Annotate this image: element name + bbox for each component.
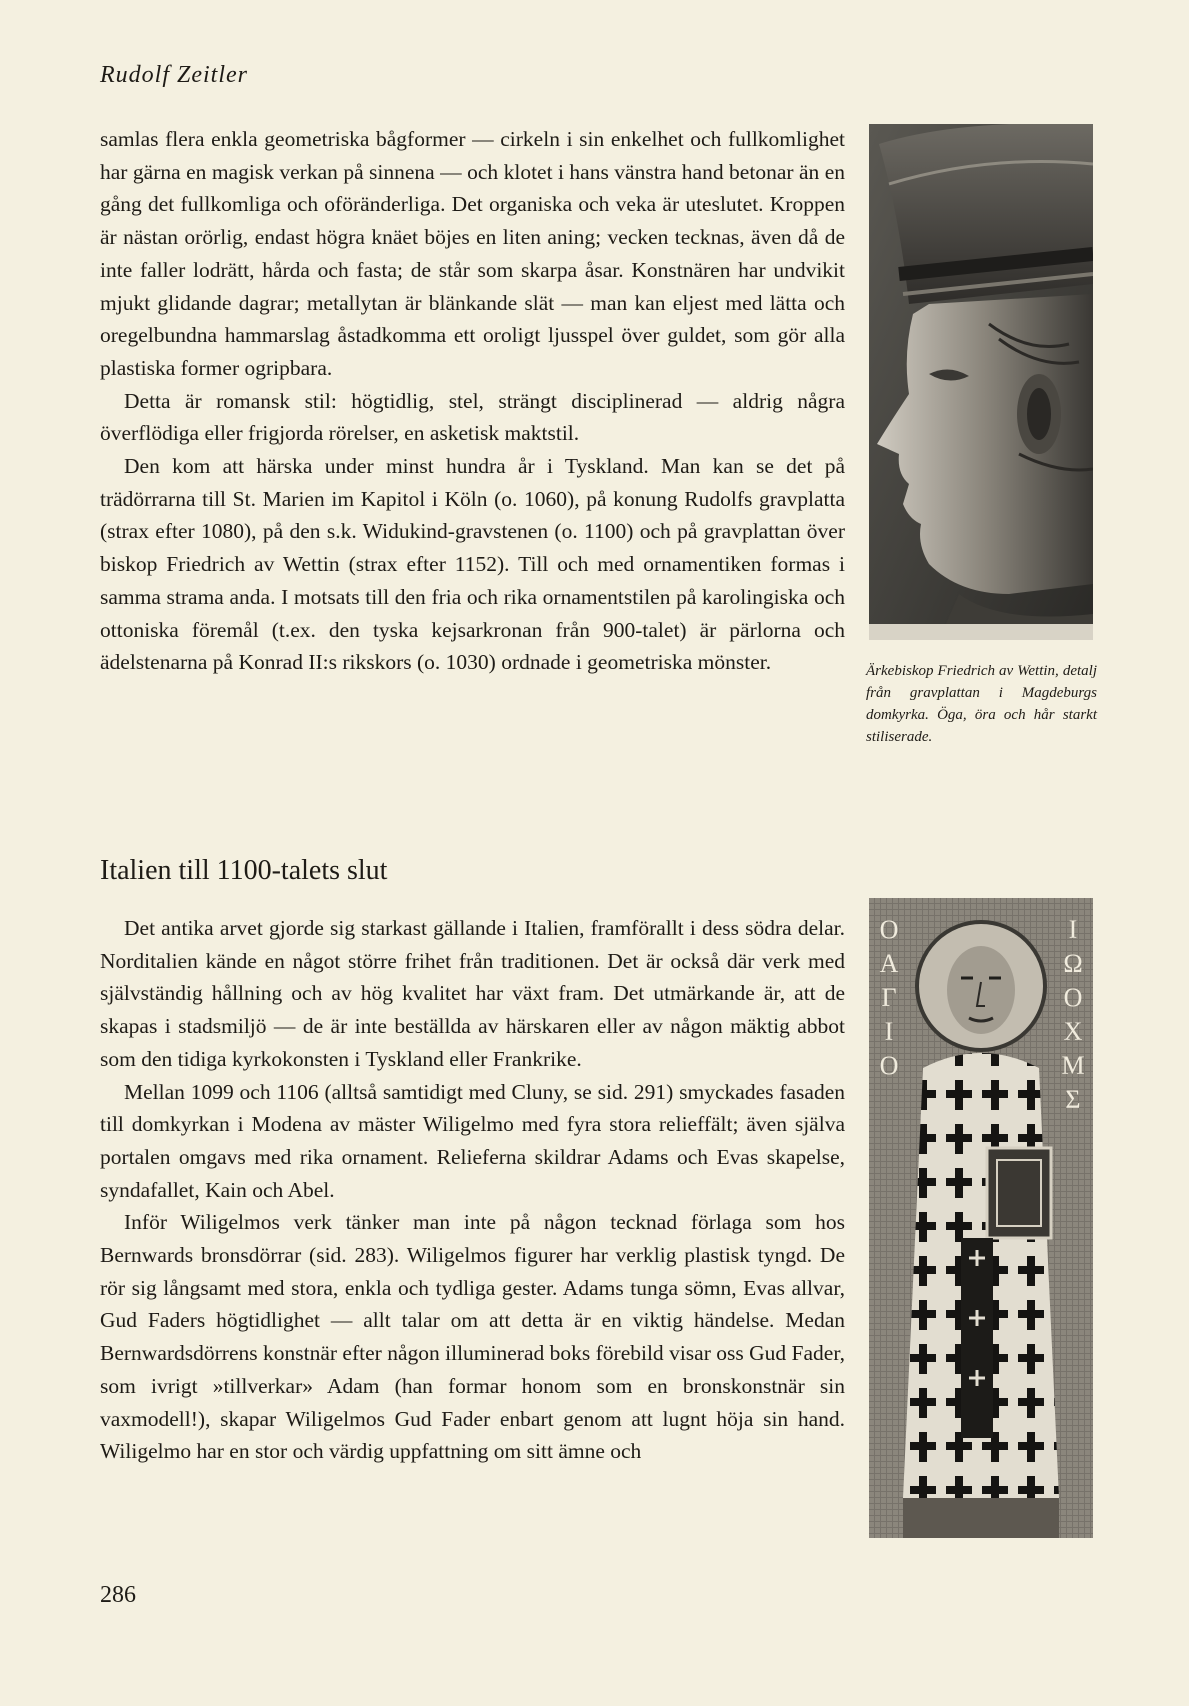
section-heading: Italien till 1100-talets slut	[100, 855, 388, 886]
profile-photo-drawing	[869, 124, 1093, 640]
paragraph: Detta är romansk stil: högtidlig, stel, strängt disciplinerad — aldrig några överflödiga eller frigjorda rörelser, en asketisk maktstil.	[100, 388, 845, 446]
inscription-glyph: Ω	[1063, 949, 1083, 978]
inscription-glyph: Ο	[879, 1051, 899, 1080]
body-text-top	[100, 123, 845, 679]
inscription-glyph: Ι	[884, 1017, 894, 1046]
inscription-glyph: Ι	[1068, 915, 1078, 944]
paragraph: Den kom att härska under minst hundra år i Tyskland. Man kan se det på trädörrarna till St. Marien im Kapitol i Köln (o. 1060), på konung Rudolfs gravplatta (strax efter 1080), på den s.k. Widukind-gravstenen (o. 1100) och på gravplattan över biskop Friedrich av Wettin (strax efter 1152). Till och med ornamentiken formas i samma strama anda. I motsats till den fria och rika ornamentstilen på karolingiska och ottoniska föremål (t.ex. den tyska kejsarkronan från 900-talet) är pärlorna och ädelstenarna på Konrad II:s rikskors (o. 1030) ordnade i geometriska mönster.	[100, 454, 845, 675]
inscription-glyph: Χ	[1063, 1017, 1083, 1046]
inscription-glyph: Μ	[1061, 1051, 1085, 1080]
inscription-glyph: Γ	[881, 983, 897, 1012]
inscription-glyph: Ο	[879, 915, 899, 944]
photo-archbishop-profile	[869, 124, 1093, 640]
inscription-left	[880, 915, 899, 1080]
inscription-glyph: Ο	[1063, 983, 1083, 1012]
paragraph: samlas flera enkla geometriska bågformer — cirkeln i sin enkelhet och fullkomlighet har gärna en magisk verkan på sinnena — och klotet i hans vänstra hand betonar än en gång det fullkomliga och oföränderliga. Det organiska och veka är uteslutet. Kroppen är nästan orörlig, endast högra knäet böjes en liten aning; vecken tecknas, även då de inte faller lodrätt, hårda och fasta; de står som skarpa åsar. Konstnären har undvikit mjukt glidande dagrar; metallytan är blänkande slät — man kan eljest med lätta och oregelbundna hammarslag åstadkomma ett oroligt ljusspel över guldet, som gör alla plastiska former ogripbara.	[100, 127, 845, 380]
page-number: 286	[100, 1582, 136, 1608]
figure-caption: Ärkebiskop Friedrich av Wettin, detalj från gravplattan i Magdeburgs domkyrka. Öga, öra och hår starkt stiliserade.	[866, 663, 1097, 745]
paragraph: Det antika arvet gjorde sig starkast gällande i Italien, framförallt i dess södra delar. Norditalien kände en något större frihet från traditionen. Det är också där verk med självständig hållning och av hög kvalitet har växt fram. Det utmärkande är, att de skapas i stadsmiljö — de är inte beställda av härskaren eller av någon mäktig abbot som den tidiga kyrkokonsten i Tyskland eller Frankrike.	[100, 916, 845, 1071]
mosaic-drawing	[869, 898, 1093, 1538]
photo-mosaic-saint	[869, 898, 1093, 1538]
body-text-bottom	[100, 912, 845, 1468]
paragraph: Inför Wiligelmos verk tänker man inte på någon tecknad förlaga som hos Bernwards bronsdörrar (sid. 283). Wiligelmos figurer har verklig plastisk tyngd. De rör sig långsamt med stora, enkla och tydliga gester. Adams tunga sömn, Evas allvar, Gud Faders högtidlighet — allt talar om att detta är en viktig händelse. Medan Bernwardsdörrens konstnär efter någon illuminerad boks förebild visar oss Gud Fader, som ivrigt »tillverkar» Adam (han formar honom som en bronskonstnär sin vaxmodell!), skapar Wiligelmos Gud Fader enbart genom att lugnt höja sin hand. Wiligelmo har en stor och värdig uppfattning om sitt ämne och	[100, 1210, 845, 1464]
running-header: Rudolf Zeitler	[100, 62, 248, 88]
inscription-glyph: Σ	[1065, 1085, 1081, 1114]
inscription-glyph: Α	[879, 949, 899, 978]
paragraph: Mellan 1099 och 1106 (alltså samtidigt med Cluny, se sid. 291) smyckades fasaden till domkyrkan i Modena av mäster Wiligelmo med fyra stora relieffält; även själva portalen omgavs med rika ornament. Relieferna skildrar Adams och Evas skapelse, syndafallet, Kain och Abel.	[100, 1079, 845, 1202]
